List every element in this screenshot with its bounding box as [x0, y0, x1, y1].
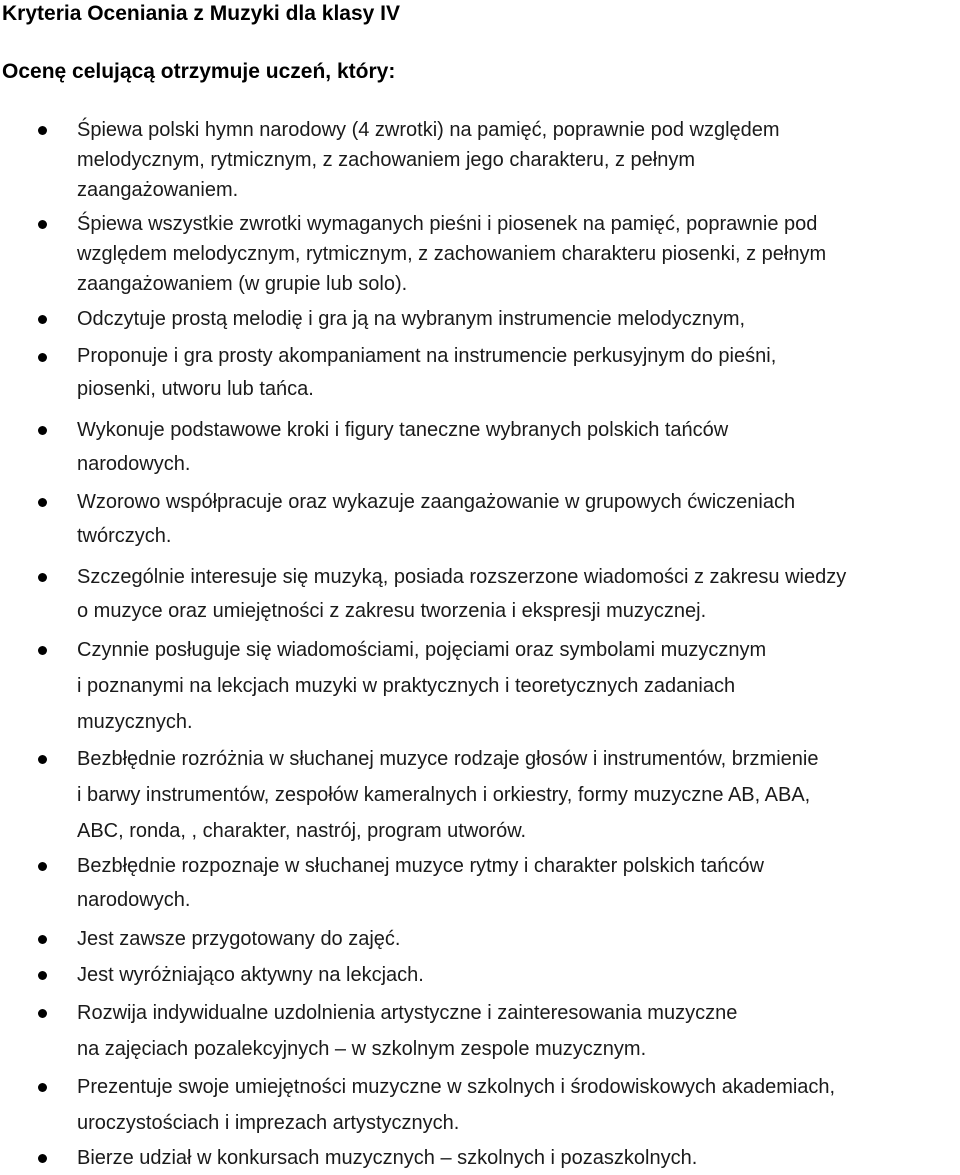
bullet-icon: [38, 220, 47, 229]
list-item-line: Bezbłędnie rozpoznaje w słuchanej muzyce rytmy i charakter polskich tańców: [77, 855, 764, 877]
list-item-line: melodycznym, rytmicznym, z zachowaniem jego charakteru, z pełnym: [77, 149, 695, 171]
bullet-icon: [38, 353, 47, 362]
list-item-line: Prezentuje swoje umiejętności muzyczne w szkolnych i środowiskowych akademiach,: [77, 1076, 836, 1098]
list-item-text: [77, 922, 957, 956]
list-item-line: i barwy instrumentów, zespołów kameralnych i orkiestry, formy muzyczne AB, ABA,: [77, 784, 811, 806]
list-item-text: [77, 209, 957, 299]
list-item-line: Rozwija indywidualne uzdolnienia artystyczne i zainteresowania muzyczne: [77, 1002, 738, 1024]
bullet-icon: [38, 573, 47, 582]
list-item-line: o muzyce oraz umiejętności z zakresu tworzenia i ekspresji muzycznej.: [77, 600, 707, 622]
list-item-line: Proponuje i gra prosty akompaniament na instrumencie perkusyjnym do pieśni,: [77, 345, 777, 367]
bullet-icon: [38, 862, 47, 871]
list-item-line: na zajęciach pozalekcyjnych – w szkolnym zespole muzycznym.: [77, 1038, 647, 1060]
list-item-line: narodowych.: [77, 453, 191, 475]
list-item-text: [77, 413, 957, 481]
list-item-text: [77, 958, 957, 992]
list-item-line: Bezbłędnie rozróżnia w słuchanej muzyce rodzaje głosów i instrumentów, brzmienie: [77, 748, 819, 770]
bullet-icon: [38, 1083, 47, 1092]
list-item-line: piosenki, utworu lub tańca.: [77, 378, 314, 400]
list-item-text: [77, 1141, 957, 1175]
list-item-line: Odczytuje prostą melodię i gra ją na wybranym instrumencie melodycznym,: [77, 308, 746, 330]
list-item-text: [77, 741, 957, 849]
bullet-icon: [38, 498, 47, 507]
list-item-line: narodowych.: [77, 889, 191, 911]
bullet-icon: [38, 1154, 47, 1163]
list-item-line: Śpiewa polski hymn narodowy (4 zwrotki) na pamięć, poprawnie pod względem: [77, 119, 780, 141]
list-item-line: uroczystościach i imprezach artystycznych.: [77, 1112, 460, 1134]
bullet-icon: [38, 315, 47, 324]
list-item-text: [77, 632, 957, 740]
list-item-line: Wykonuje podstawowe kroki i figury taneczne wybranych polskich tańców: [77, 419, 729, 441]
list-item-text: [77, 849, 957, 917]
list-item-line: Wzorowo współpracuje oraz wykazuje zaangażowanie w grupowych ćwiczeniach: [77, 491, 796, 513]
list-item-line: zaangażowaniem.: [77, 179, 239, 201]
bullet-icon: [38, 1009, 47, 1018]
list-item-line: Czynnie posługuje się wiadomościami, pojęciami oraz symbolami muzycznym: [77, 639, 767, 661]
bullet-icon: [38, 755, 47, 764]
bullet-icon: [38, 426, 47, 435]
list-item-line: Jest wyróżniająco aktywny na lekcjach.: [77, 964, 424, 986]
bullet-icon: [38, 126, 47, 135]
list-item-line: zaangażowaniem (w grupie lub solo).: [77, 273, 408, 295]
list-item-text: [77, 115, 957, 205]
list-item-text: [77, 340, 957, 406]
list-item-line: twórczych.: [77, 525, 172, 547]
list-item-line: względem melodycznym, rytmicznym, z zachowaniem charakteru piosenki, z pełnym: [77, 243, 827, 265]
list-item-line: Bierze udział w konkursach muzycznych – szkolnych i pozaszkolnych.: [77, 1147, 698, 1169]
list-item-line: Śpiewa wszystkie zwrotki wymaganych pieśni i piosenek na pamięć, poprawnie pod: [77, 213, 818, 235]
bullet-icon: [38, 646, 47, 655]
list-item-text: [77, 304, 957, 334]
list-item-text: [77, 560, 957, 628]
list-item-line: ABC, ronda, , charakter, nastrój, program utworów.: [77, 820, 527, 842]
document-subtitle: Ocenę celującą otrzymuje uczeń, który:: [2, 60, 396, 83]
list-item-line: Szczególnie interesuje się muzyką, posiada rozszerzone wiadomości z zakresu wiedzy: [77, 566, 847, 588]
bullet-icon: [38, 971, 47, 980]
bullet-icon: [38, 935, 47, 944]
list-item-line: i poznanymi na lekcjach muzyki w praktycznych i teoretycznych zadaniach: [77, 675, 736, 697]
list-item-line: muzycznych.: [77, 711, 193, 733]
list-item-text: [77, 1069, 957, 1141]
list-item-line: Jest zawsze przygotowany do zajęć.: [77, 928, 401, 950]
list-item-text: [77, 485, 957, 553]
list-item-text: [77, 995, 957, 1067]
document-title: Kryteria Oceniania z Muzyki dla klasy IV: [2, 2, 401, 25]
